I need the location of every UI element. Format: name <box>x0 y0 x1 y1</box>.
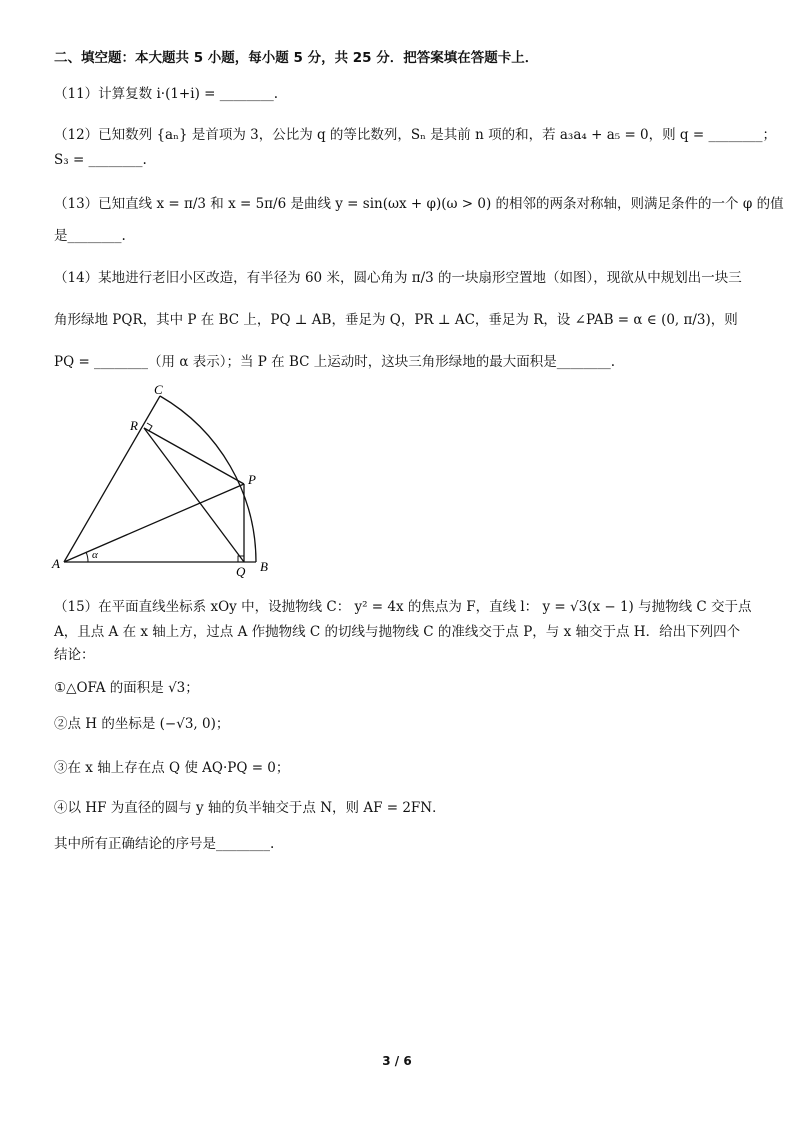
question-15-line-1: （15）在平面直线坐标系 xOy 中，设抛物线 C： y² = 4x 的焦点为 F，直线 l： y = √3(x − 1) 与抛物线 C 交于点 <box>54 599 752 615</box>
label-b: B <box>260 559 268 574</box>
question-13-line-1: （13）已知直线 x = π/3 和 x = 5π/6 是曲线 y = sin(ωx + φ)(ω > 0) 的相邻的两条对称轴，则满足条件的一个 φ 的值 <box>54 196 784 212</box>
label-c: C <box>154 382 163 397</box>
question-12-line-1: （12）已知数列 {aₙ} 是首项为 3，公比为 q 的等比数列，Sₙ 是其前 n 项的和，若 a₃a₄ + a₅ = 0，则 q = ________； <box>54 127 776 143</box>
segment-rp <box>144 428 244 484</box>
question-15-line-3: 结论： <box>54 647 95 663</box>
label-a: A <box>52 556 60 571</box>
section-title: 二、填空题：本大题共 5 小题，每小题 5 分，共 25 分．把答案填在答题卡上． <box>54 50 539 66</box>
arc-bc <box>160 396 256 562</box>
page-number: 3 / 6 <box>382 1054 412 1068</box>
question-14-line-2: 角形绿地 PQR，其中 P 在 BC 上，PQ ⊥ AB，垂足为 Q，PR ⊥ AC，垂足为 R，设 ∠PAB = α ∈ (0, π/3)，则 <box>54 312 738 328</box>
sector-diagram <box>48 378 278 578</box>
segment-ac <box>64 396 160 562</box>
closing-prompt: 其中所有正确结论的序号是________. <box>54 836 275 852</box>
label-alpha: α <box>92 549 98 561</box>
question-11: （11）计算复数 i·(1+i) = ________. <box>54 86 279 102</box>
question-14-line-1: （14）某地进行老旧小区改造，有半径为 60 米，圆心角为 π/3 的一块扇形空置地（如图），现欲从中规划出一块三 <box>54 270 742 286</box>
angle-alpha-arc <box>86 552 88 562</box>
question-12-line-2: S₃ = ________. <box>54 152 147 168</box>
label-r: R <box>130 418 138 433</box>
segment-rq <box>144 428 244 562</box>
conclusion-1: ①△OFA 的面积是 √3； <box>54 680 199 696</box>
conclusion-3: ③在 x 轴上存在点 Q 使 AQ·PQ = 0； <box>54 760 290 776</box>
segment-ap <box>64 484 244 562</box>
label-q: Q <box>236 564 246 578</box>
conclusion-2: ②点 H 的坐标是 (−√3, 0)； <box>54 716 230 732</box>
question-13-line-2: 是________. <box>54 228 126 244</box>
conclusion-4: ④以 HF 为直径的圆与 y 轴的负半轴交于点 N，则 AF = 2FN． <box>54 800 446 816</box>
question-14-line-3: PQ = ________（用 α 表示）；当 P 在 BC 上运动时，这块三角形绿地的最大面积是________. <box>54 354 616 370</box>
question-15-line-2: A，且点 A 在 x 轴上方，过点 A 作抛物线 C 的切线与抛物线 C 的准线交于点 P，与 x 轴交于点 H．给出下列四个 <box>54 624 741 640</box>
label-p: P <box>248 472 256 487</box>
sector-figure <box>48 378 278 582</box>
